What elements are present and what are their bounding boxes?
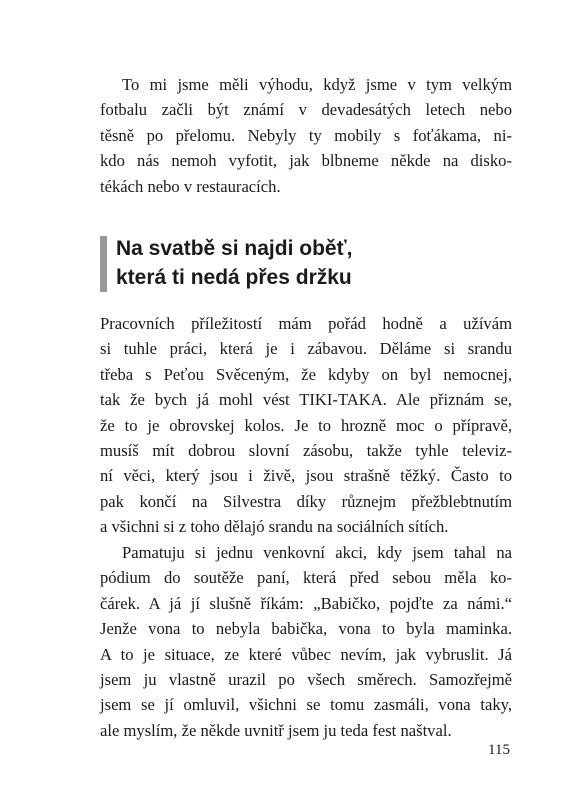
text-line: si tuhle práci, která je i zábavou. Děláme si srandu — [100, 339, 512, 359]
text-line: pak končí na Silvestra díky různejm přežblebtnutím — [100, 491, 512, 511]
text-line: Jenže vona to nebyla babička, vona to byla maminka. — [100, 619, 512, 639]
text-line: a všichni si z toho dělajó srandu na sociálních sítích. — [100, 517, 449, 537]
text-line: čárek. A já jí slušně říkám: „Babičko, pojďte za námi.“ — [100, 593, 512, 613]
heading-line: Na svatbě si najdi oběť, — [116, 237, 353, 260]
text-line: musíš mít dobrou slovní zásobu, takže tyhle televiz- — [100, 441, 512, 461]
heading-title — [116, 234, 352, 292]
text-line: Pracovních příležitostí mám pořád hodně a užívám — [100, 314, 512, 333]
paragraph-intro — [100, 72, 512, 199]
paragraph-work — [100, 311, 512, 540]
text-line: ní věci, který jsou i živě, jsou strašně těžký. Často to — [100, 466, 512, 486]
text-line: Pamatuju si jednu venkovní akci, kdy jsem tahal na — [122, 543, 512, 562]
text-line: jsem ju vlastně urazil po všech směrech. Samozřejmě — [100, 670, 512, 690]
heading-line: která ti nedá přes držku — [116, 266, 352, 289]
text-line: že to je obrovskej kolos. Je to hrozně moc o přípravě, — [100, 415, 512, 435]
text-line: To mi jsme měli výhodu, když jsme v tym velkým — [122, 75, 512, 94]
text-line: A to je situace, ze které vůbec nevím, jak vybruslit. Já — [100, 644, 512, 664]
heading-accent-bar — [100, 236, 107, 292]
text-line: ale myslím, že někde uvnitř jsem ju teda fest naštval. — [100, 720, 452, 740]
text-line: třeba s Peťou Svěceným, že kdyby on byl nemocnej, — [100, 364, 512, 384]
page-number: 115 — [488, 742, 510, 758]
paragraph-story — [100, 540, 512, 743]
text-line: kdo nás nemoh vyfotit, jak blbneme někde na disko- — [100, 151, 512, 171]
text-line: těsně po přelomu. Nebyly ty mobily s foťákama, ni- — [100, 125, 512, 145]
text-line: tak že bych já mohl vést TIKI-TAKA. Ale přiznám se, — [100, 390, 512, 410]
section-heading — [100, 234, 520, 292]
text-line: fotbalu začli být známí v devadesátých letech nebo — [100, 100, 512, 120]
text-line: pódium do soutěže paní, která před sebou měla ko- — [100, 568, 512, 588]
text-line: tékách nebo v restauracích. — [100, 176, 281, 196]
text-line: jsem se jí omluvil, všichni se tomu zasmáli, vona taky, — [100, 695, 512, 715]
